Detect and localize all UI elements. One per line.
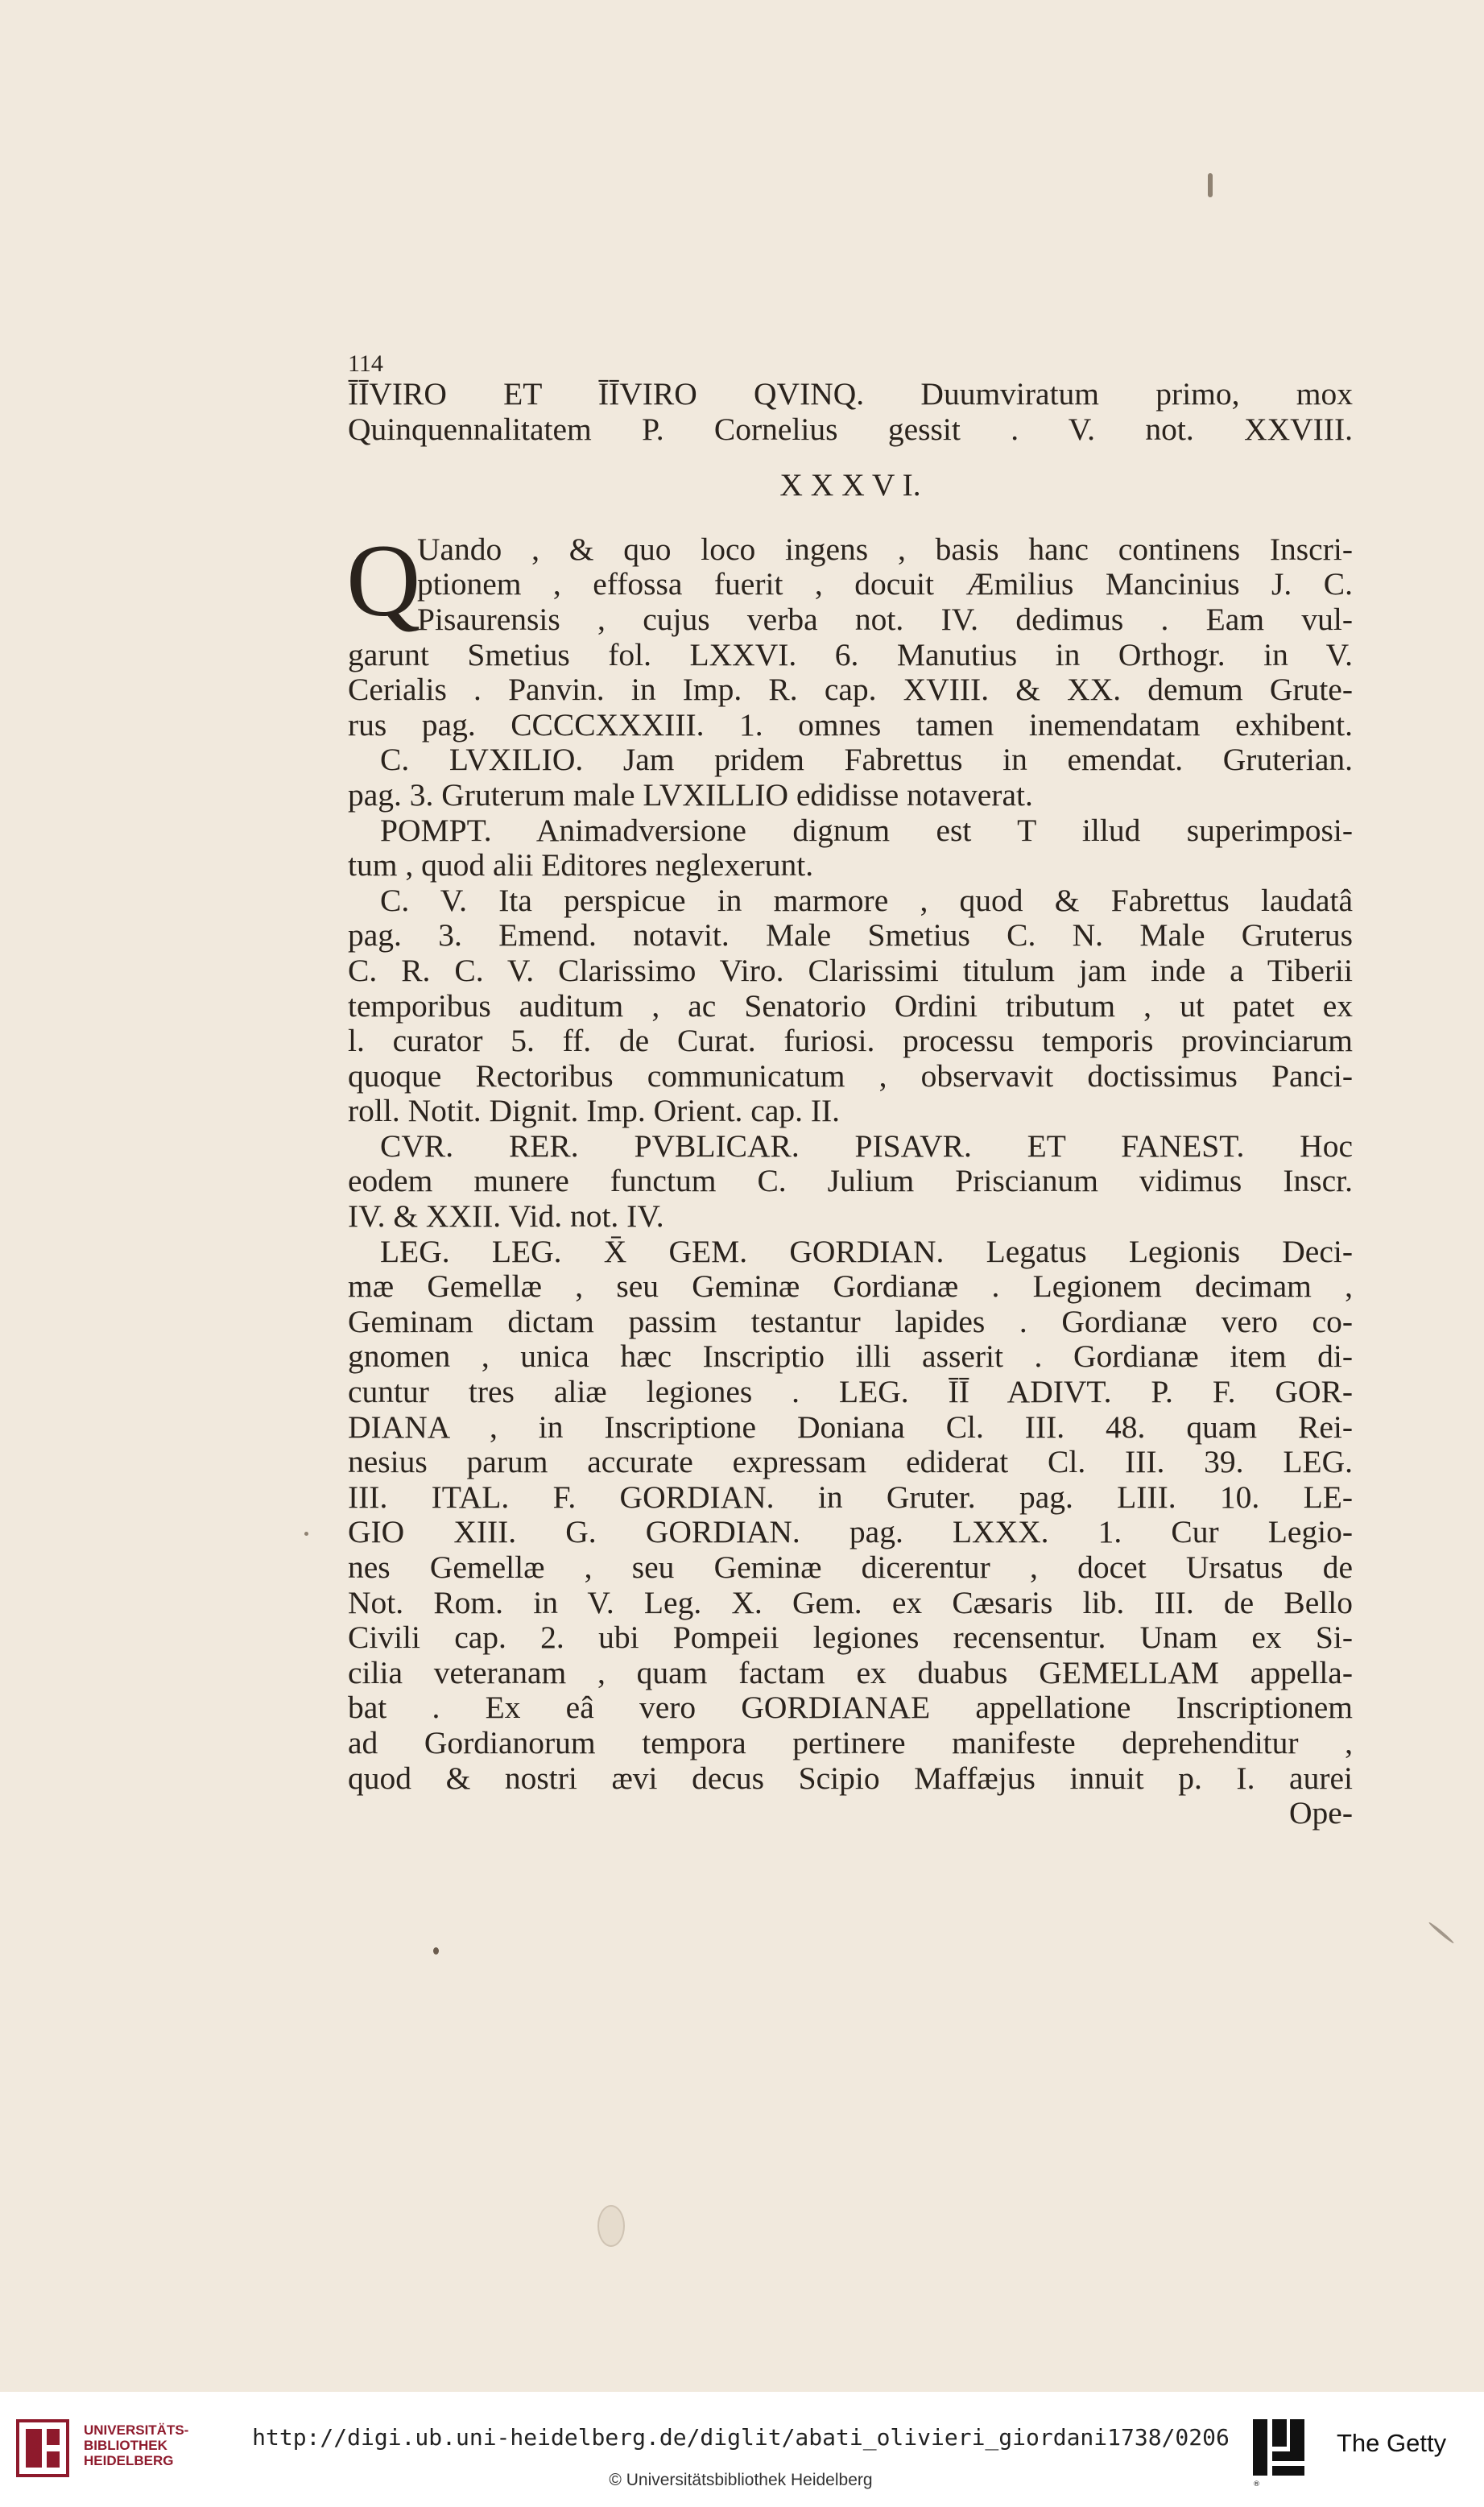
spacer bbox=[348, 503, 1353, 532]
ink-spot bbox=[304, 1532, 308, 1536]
text-line: eodem munere functum C. Julium Priscianum vidimus Inscr. bbox=[348, 1164, 1353, 1199]
text-line: quoque Rectoribus communicatum , observavit doctissimus Panci- bbox=[348, 1058, 1353, 1094]
text-line: Not. Rom. in V. Leg. X. Gem. ex Cæsaris lib. III. de Bello bbox=[348, 1585, 1353, 1620]
partner-name: The Getty bbox=[1337, 2429, 1447, 2457]
text-line: III. ITAL. F. GORDIAN. in Gruter. pag. LIII. 10. LE- bbox=[348, 1479, 1353, 1515]
text-line: garunt Smetius fol. LXXVI. 6. Manutius in Orthogr. in V. bbox=[348, 637, 1353, 672]
text-line: Geminam dictam passim testantur lapides . Gordianæ vero co- bbox=[348, 1304, 1353, 1339]
text-line: ad Gordianorum tempora pertinere manifeste deprehenditur , bbox=[348, 1725, 1353, 1760]
library-name bbox=[84, 2422, 188, 2468]
catchword: Ope- bbox=[1289, 1796, 1353, 1831]
drop-cap-paragraph bbox=[346, 523, 1353, 638]
drop-cap: Q bbox=[346, 523, 421, 638]
text-line: pag. 3. Emend. notavit. Male Smetius C. N. Male Gruterus bbox=[348, 918, 1353, 954]
university-library-logo-icon bbox=[14, 2416, 71, 2480]
library-name-line: BIBLIOTHEK bbox=[84, 2438, 167, 2453]
text-line: Cerialis . Panvin. in Imp. R. cap. XVIII. & XX. demum Grute- bbox=[348, 672, 1353, 708]
text-line: pag. 3. Gruterum male LVXILLIO edidisse notaverat. bbox=[348, 777, 1033, 813]
text-line: Quinquennalitatem P. Cornelius gessit . V. not. XXVIII. bbox=[348, 412, 1353, 447]
text-line: quod & nostri ævi decus Scipio Maffæjus innuit p. I. aurei bbox=[348, 1760, 1353, 1796]
text-line: LEG. LEG. X̄ GEM. GORDIAN. Legatus Legionis Deci- bbox=[380, 1234, 1353, 1269]
text-line: C. R. C. V. Clarissimo Viro. Clarissimi titulum jam inde a Tiberii bbox=[348, 953, 1353, 988]
page-number: 114 bbox=[348, 351, 383, 377]
text-line: Uando , & quo loco ingens , basis hanc continens Inscri- bbox=[417, 532, 1353, 567]
text-line: cilia veteranam , quam factam ex duabus GEMELLAM appella- bbox=[348, 1655, 1353, 1690]
ink-spot bbox=[433, 1947, 439, 1955]
text-line: Civili cap. 2. ubi Pompeii legiones recensentur. Unam ex Si- bbox=[348, 1620, 1353, 1656]
text-line: tum , quod alii Editores neglexerunt. bbox=[348, 848, 814, 883]
text-line: C. LVXILIO. Jam pridem Fabrettus in emendat. Gruterian. bbox=[380, 743, 1353, 778]
text-line: DIANA , in Inscriptione Doniana Cl. III. 48. quam Rei- bbox=[348, 1409, 1353, 1445]
viewer-footer bbox=[0, 2392, 1484, 2507]
getty-logo-icon bbox=[1245, 2413, 1311, 2488]
text-line: l. curator 5. ff. de Curat. furiosi. processu temporis provinciarum bbox=[348, 1024, 1353, 1059]
text-line: temporibus auditum , ac Senatorio Ordini tributum , ut patet ex bbox=[348, 988, 1353, 1024]
page-text bbox=[348, 351, 1353, 1831]
library-name-line: HEIDELBERG bbox=[84, 2453, 174, 2468]
text-line: POMPT. Animadversione dignum est T illud superimposi- bbox=[380, 813, 1353, 848]
text-line: rus pag. CCCCXXXIII. 1. omnes tamen inemendatam exhibent. bbox=[348, 707, 1353, 743]
copyright-notice: © Universitätsbibliothek Heidelberg bbox=[609, 2471, 873, 2489]
text-line: Pisaurensis , cujus verba not. IV. dedimus . Eam vul- bbox=[417, 602, 1353, 637]
text-line: CVR. RER. PVBLICAR. PISAVR. ET FANEST. Hoc bbox=[380, 1128, 1353, 1164]
text-line: nesius parum accurate expressam ediderat Cl. III. 39. LEG. bbox=[348, 1445, 1353, 1480]
text-line: roll. Notit. Dignit. Imp. Orient. cap. II. bbox=[348, 1094, 841, 1129]
text-line: ĪĪVIRO ET ĪĪVIRO QVINQ. Duumviratum primo, mox bbox=[348, 377, 1353, 412]
text-line: IV. & XXII. Vid. not. IV. bbox=[348, 1199, 664, 1235]
spacer bbox=[348, 447, 1353, 468]
text-line: bat . Ex eâ vero GORDIANAE appellatione Inscriptionem bbox=[348, 1690, 1353, 1726]
text-line: nes Gemellæ , seu Geminæ dicerentur , docet Ursatus de bbox=[348, 1550, 1353, 1585]
section-heading: X X X V I. bbox=[779, 468, 921, 503]
text-line: ptionem , effossa fuerit , docuit Æmilius Mancinius J. C. bbox=[417, 567, 1353, 602]
text-line: C. V. Ita perspicue in marmore , quod & Fabrettus laudatâ bbox=[380, 883, 1353, 918]
text-line: cuntur tres aliæ legiones . LEG. ĪĪ ADIVT. P. F. GOR- bbox=[348, 1375, 1353, 1410]
text-line: mæ Gemellæ , seu Geminæ Gordianæ . Legionem decimam , bbox=[348, 1269, 1353, 1305]
ink-spot bbox=[1428, 1922, 1454, 1945]
text-line: GIO XIII. G. GORDIAN. pag. LXXX. 1. Cur Legio- bbox=[348, 1515, 1353, 1550]
ink-spot bbox=[1208, 173, 1213, 197]
library-name-line: UNIVERSITÄTS- bbox=[84, 2422, 189, 2438]
permalink-link[interactable]: http://digi.ub.uni-heidelberg.de/diglit/abati_olivieri_giordani1738/0206 bbox=[252, 2424, 1230, 2451]
text-line: gnomen , unica hæc Inscriptio illi asserit . Gordianæ item di- bbox=[348, 1339, 1353, 1375]
svg-text:®: ® bbox=[1253, 2480, 1260, 2488]
ink-spot bbox=[597, 2205, 625, 2247]
